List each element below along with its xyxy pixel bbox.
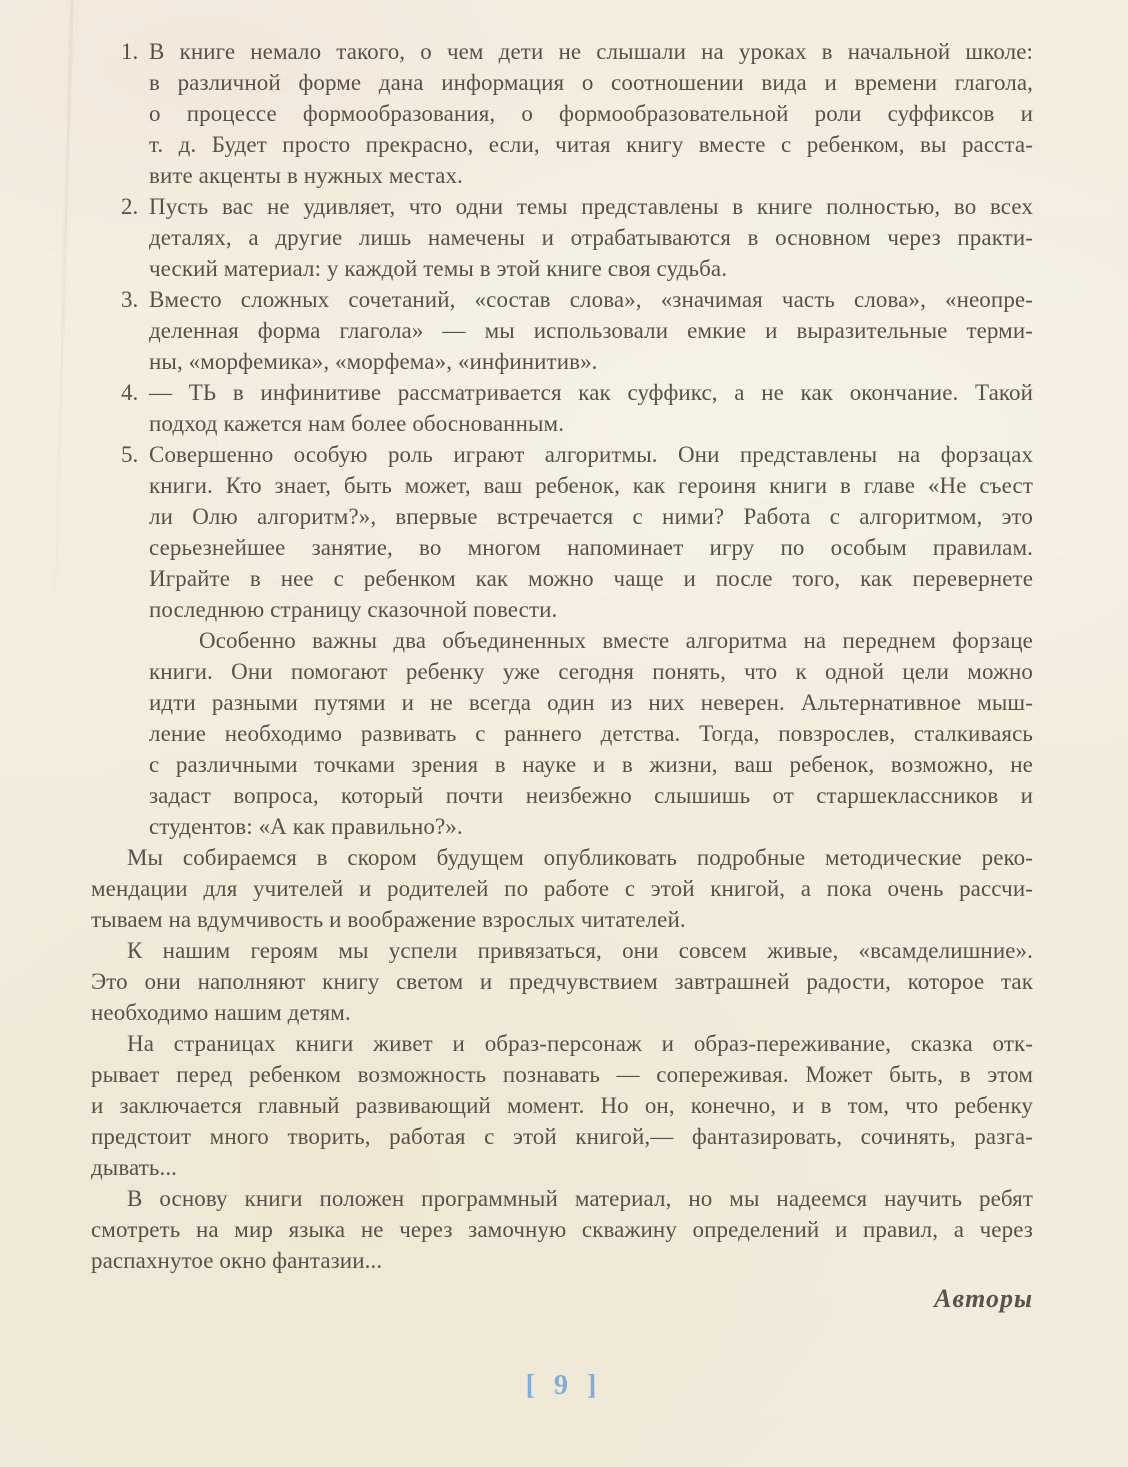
text-line: смотреть на мир языка не через замочную скважину определений и правил, а через bbox=[91, 1217, 1033, 1242]
text-line: ны, «морфемика», «морфема», «инфинитив». bbox=[149, 349, 598, 374]
text-line: Совершенно особую роль играют алгоритмы. Они представлены на форзацах bbox=[149, 442, 1033, 467]
text-line: распахнутое окно фантазии... bbox=[91, 1248, 383, 1273]
text-line: Вместо сложных сочетаний, «состав слова», «значимая часть слова», «неопре- bbox=[149, 287, 1033, 312]
text-line: с различными точками зрения в науке и в жизни, ваш ребенок, возможно, не bbox=[149, 752, 1033, 777]
paragraph bbox=[91, 842, 1033, 935]
text-line: В книге немало такого, о чем дети не слышали на уроках в начальной школе: bbox=[149, 39, 1033, 64]
text-line: ли Олю алгоритм?», впервые встречается с ними? Работа с алгоритмом, это bbox=[149, 504, 1033, 529]
text-line: задаст вопроса, который почти неизбежно слышишь от старшеклассников и bbox=[149, 783, 1033, 808]
list-item bbox=[91, 191, 1033, 284]
list-item-number: 1. bbox=[121, 39, 139, 64]
text-line: Мы собираемся в скором будущем опубликовать подробные методические реко- bbox=[127, 845, 1033, 870]
text-line: Пусть вас не удивляет, что одни темы представлены в книге полностью, во всех bbox=[149, 194, 1033, 219]
authors-signature: Авторы bbox=[934, 1284, 1033, 1313]
text-line: ческий материал: у каждой темы в этой книге своя судьба. bbox=[149, 256, 728, 281]
text-line: книги. Они помогают ребенку уже сегодня понять, что к одной цели можно bbox=[149, 659, 1033, 684]
list-item-number: 5. bbox=[121, 442, 139, 467]
text-line: серьезнейшее занятие, во многом напоминает игру по особым правилам. bbox=[149, 535, 1033, 560]
text-line: мендации для учителей и родителей по работе с этой книгой, а пока очень рассчи- bbox=[91, 876, 1033, 901]
text-line: В основу книги положен программный материал, но мы надеемся научить ребят bbox=[127, 1186, 1033, 1211]
text-line: вите акценты в нужных местах. bbox=[149, 163, 463, 188]
text-line: необходимо нашим детям. bbox=[91, 1000, 351, 1025]
text-line: Играйте в нее с ребенком как можно чаще и после того, как перевернете bbox=[149, 566, 1033, 591]
list-item bbox=[91, 377, 1033, 439]
text-line: ление необходимо развивать с раннего детства. Тогда, повзрослев, сталкиваясь bbox=[149, 721, 1033, 746]
text-line: подход кажется нам более обоснованным. bbox=[149, 411, 565, 436]
text-line: Это они наполняют книгу светом и предчувствием завтрашней радости, которое так bbox=[91, 969, 1033, 994]
list-item bbox=[91, 284, 1033, 377]
text-line: т. д. Будет просто прекрасно, если, читая книгу вместе с ребенком, вы расста- bbox=[149, 132, 1033, 157]
paper-crease-artifact bbox=[53, 0, 73, 650]
text-line: в различной форме дана информация о соотношении вида и времени глагола, bbox=[149, 70, 1033, 95]
text-line: книги. Кто знает, быть может, ваш ребенок, как героиня книги в главе «Не съест bbox=[149, 473, 1033, 498]
list-item-number: 2. bbox=[121, 194, 139, 219]
indent-paragraph bbox=[149, 625, 1033, 842]
text-line: идти разными путями и не всегда один из них неверен. Альтернативное мыш- bbox=[149, 690, 1033, 715]
paragraph bbox=[91, 1028, 1033, 1183]
text-line: и заключается главный развивающий момент. Но он, конечно, и в том, что ребенку bbox=[91, 1093, 1033, 1118]
text-line: Особенно важны два объединенных вместе алгоритма на переднем форзаце bbox=[199, 628, 1033, 653]
list-item bbox=[91, 439, 1033, 625]
page-number: [ 9 ] bbox=[525, 1370, 603, 1401]
text-line: предстоит много творить, работая с этой книгой,— фантазировать, сочинять, разга- bbox=[91, 1124, 1033, 1149]
text-line: рывает перед ребенком возможность познавать — сопереживая. Может быть, в этом bbox=[91, 1062, 1033, 1087]
text-line: деленная форма глагола» — мы использовали емкие и выразительные терми- bbox=[149, 318, 1033, 343]
paragraph bbox=[91, 1183, 1033, 1276]
list-item-number: 4. bbox=[121, 380, 139, 405]
paragraph bbox=[91, 935, 1033, 1028]
text-line: — ТЬ в инфинитиве рассматривается как суффикс, а не как окончание. Такой bbox=[149, 380, 1033, 405]
list-item-number: 3. bbox=[121, 287, 139, 312]
text-line: деталях, а другие лишь намечены и отрабатываются в основном через практи- bbox=[149, 225, 1033, 250]
text-line: тываем на вдумчивость и воображение взрослых читателей. bbox=[91, 907, 686, 932]
text-line: К нашим героям мы успели привязаться, они совсем живые, «всамделишние». bbox=[127, 938, 1033, 963]
text-line: последнюю страницу сказочной повести. bbox=[149, 597, 558, 622]
text-line: дывать... bbox=[91, 1155, 178, 1180]
list-item bbox=[91, 36, 1033, 191]
text-line: студентов: «А как правильно?». bbox=[149, 814, 463, 839]
text-column bbox=[91, 36, 1033, 1276]
text-line: о процессе формообразования, о формообразовательной роли суффиксов и bbox=[149, 101, 1033, 126]
text-line: На страницах книги живет и образ-персонаж и образ-переживание, сказка отк- bbox=[127, 1031, 1033, 1056]
